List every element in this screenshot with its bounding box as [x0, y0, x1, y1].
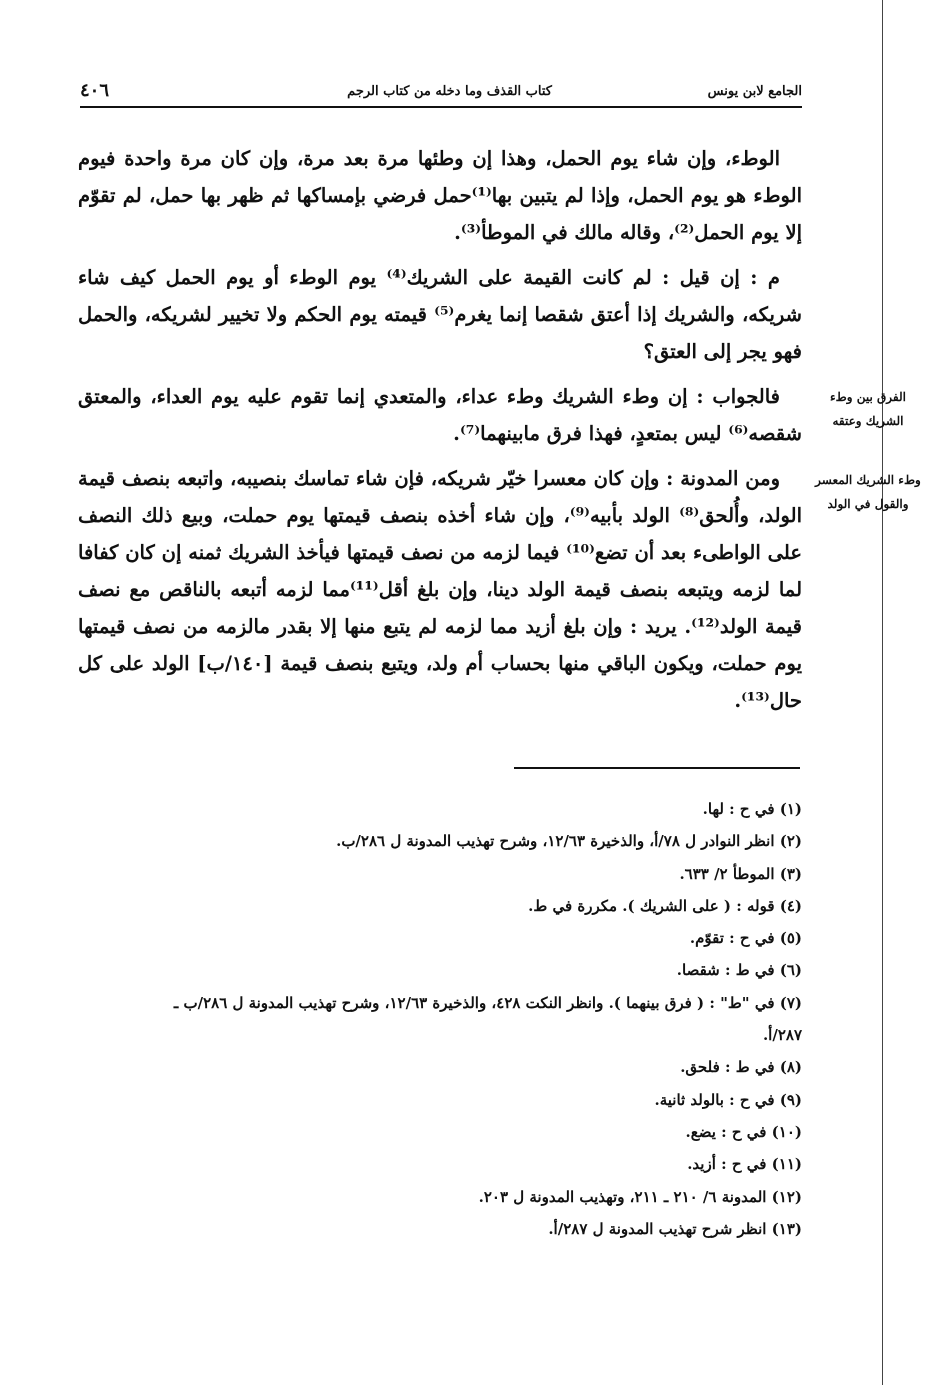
footnote: (٨) في ط : فلحق. — [680, 1058, 802, 1077]
page-edge-rule — [882, 0, 883, 1385]
footnote: (١٠) في ح : يضع. — [685, 1122, 802, 1141]
paragraph: ومن المدونة : وإن كان معسرا خيّر شريكه، فإن شاء تماسك بنصيبه، واتبعه بنصف قيمة الولد، وأُلحق⁽⁸⁾ الولد بأبيه⁽⁹⁾، وإن شاء أخذه بنصف قيمتها يوم حملت، وبيع ذلك النصف على الواطىء بعد أن تضع⁽¹⁰⁾ فيما لزمه من نصف قيمتها فيأخذ الشريك ثمنه إن كان كفافا لما لزمه ويتبعه بنصف قيمة الولد دينا، وإن بلغ أقل⁽¹¹⁾مما لزمه أتبعه بالناقص مع نصف قيمة الولد⁽¹²⁾. يريد : وإن بلغ أزيد مما لزمه لم يتبع منها إلا بقدر مالزمه من نصف قيمتها يوم حملت، ويكون الباقي منها بحساب أم ولد، ويتبع بنصف قيمة [١٤٠/ب] الولد على كل حال⁽¹³⁾. — [78, 467, 803, 712]
footnotes — [78, 793, 802, 1245]
header-divider — [80, 106, 802, 108]
paragraph: الوطء، وإن شاء يوم الحمل، وهذا إن وطئها مرة بعد مرة، وإن كان مرة واحدة فيوم الوطء هو يوم الحمل، وإذا لم يتبين بها⁽¹⁾حمل فرضي بإمساكها ثم ظهر بها حمل، لم تقوّم إلا يوم الحمل⁽²⁾، وقاله مالك في الموطأ⁽³⁾. — [78, 147, 802, 244]
margin-note: الفرق بين وطء الشريك وعتقه — [830, 390, 906, 428]
footnote: (١٣) انظر شرح تهذيب المدونة ل ٢٨٧/أ. — [548, 1219, 802, 1238]
footnote-divider — [514, 767, 800, 769]
footnote: (٩) في ح : بالولد ثانية. — [654, 1090, 802, 1109]
main-text — [78, 140, 802, 727]
page-number: ٤٠٦ — [80, 80, 110, 101]
margin-notes — [812, 385, 924, 551]
footnote: (٦) في ط : شقصا. — [676, 961, 802, 980]
footnote: (١٢) المدونة ٦/ ٢١٠ ـ ٢١١، وتهذيب المدونة ل ٢٠٣. — [478, 1187, 802, 1206]
margin-note: وطء الشريك المعسر والقول في الولد — [815, 473, 921, 511]
footnote: (١١) في ح : أزيد. — [687, 1155, 802, 1174]
footnote: (٣) الموطأ ٢/ ٦٣٣. — [679, 864, 802, 883]
footnote: ٢٨٧/أ. — [762, 1026, 802, 1045]
running-header — [80, 78, 802, 106]
header-book-title: الجامع لابن يونس — [707, 84, 802, 99]
footnote: (٥) في ح : تقوّم. — [689, 929, 802, 948]
footnote: (٤) قوله : ( على الشريك ). مكررة في ط. — [528, 896, 802, 915]
footnote: (٢) انظر النوادر ل ٧٨/أ، والذخيرة ١٢/٦٣، وشرح تهذيب المدونة ل ٢٨٦/ب. — [336, 832, 802, 851]
header-chapter-title: كتاب القذف وما دخله من كتاب الرجم — [347, 84, 552, 99]
paragraph: فالجواب : إن وطء الشريك وطء عداء، والمتعدي إنما تقوم عليه يوم العداء، والمعتق شقصه⁽⁶⁾ ليس بمتعدٍ، فهذا فرق مابينهما⁽⁷⁾. — [78, 385, 802, 445]
paragraph: م : إن قيل : لم كانت القيمة على الشريك⁽⁴⁾ يوم الوطء أو يوم الحمل كيف شاء شريكه، والشريك إذا أعتق شقصا إنما يغرم⁽⁵⁾ قيمته يوم الحكم ولا تخيير لشريكه، والحمل فهو يجر إلى العتق؟ — [78, 266, 802, 363]
footnote: (٧) في "ط" : ( فرق بينهما ). وانظر النكت ٤٢٨، والذخيرة ١٢/٦٣، وشرح تهذيب المدونة ل ٢٨٦/ب ـ — [173, 993, 802, 1012]
footnote: (١) في ح : لها. — [702, 800, 802, 818]
